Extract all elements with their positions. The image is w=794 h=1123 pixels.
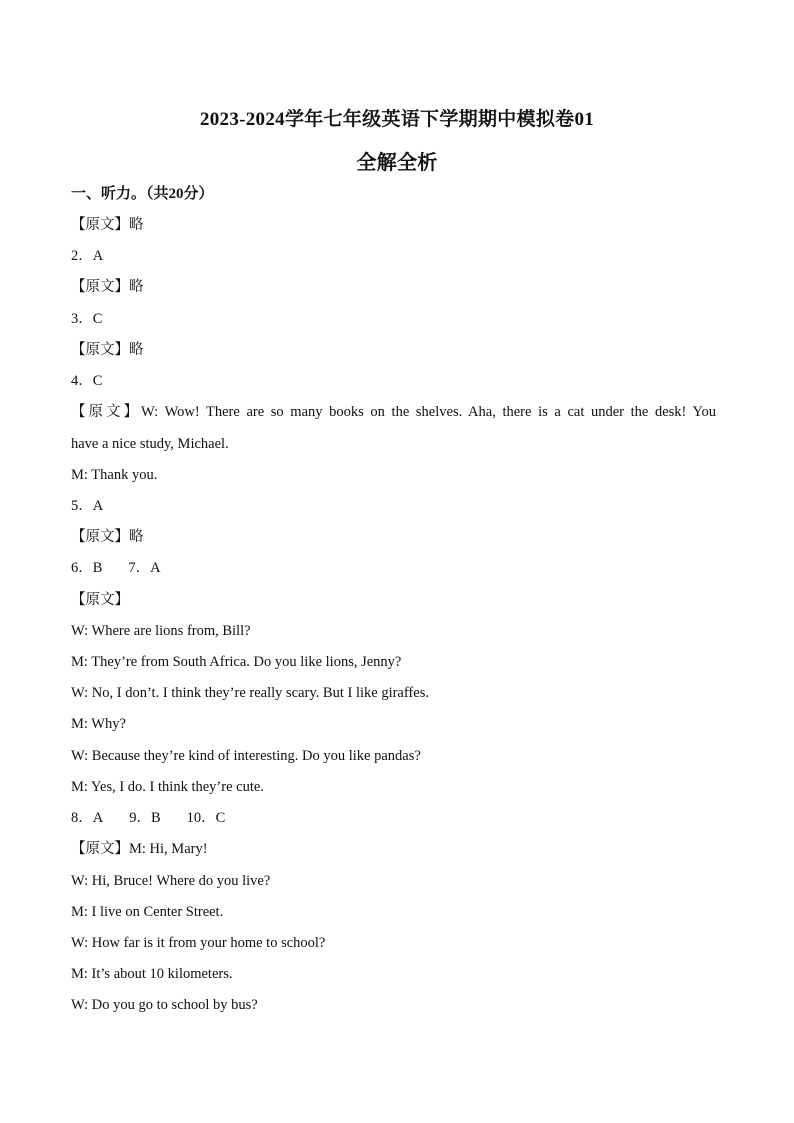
transcript-line: M: It’s about 10 kilometers.	[71, 966, 233, 982]
transcript-line: W: Do you go to school by bus?	[71, 997, 258, 1013]
document-subtitle: 全解全析	[356, 152, 438, 174]
transcript-line: 【原文】W: Wow! There are so many books on the shelves. Aha, there is a cat under the desk! You	[71, 404, 716, 420]
transcript-line: W: Where are lions from, Bill?	[71, 623, 251, 639]
answer-line: 2．A	[71, 248, 104, 264]
transcript-line: have a nice study, Michael.	[71, 436, 229, 452]
transcript-line: W: How far is it from your home to school?	[71, 935, 326, 951]
answer-6: 6．B	[71, 560, 103, 576]
answer-8: 8．A	[71, 810, 104, 826]
transcript-line: M: Yes, I do. I think they’re cute.	[71, 779, 264, 795]
answer-row	[71, 558, 731, 578]
transcript-line: W: No, I don’t. I think they’re really scary. But I like giraffes.	[71, 685, 429, 701]
transcript-line: W: Because they’re kind of interesting. Do you like pandas?	[71, 748, 421, 764]
text-line: 【原文】略	[71, 279, 144, 295]
transcript-line: M: I live on Center Street.	[71, 904, 224, 920]
document-title: 2023-2024学年七年级英语下学期期中模拟卷01	[199, 109, 595, 130]
answer-10: 10．C	[186, 810, 226, 826]
transcript-line: W: Hi, Bruce! Where do you live?	[71, 873, 271, 889]
text-line: 【原文】略	[71, 342, 144, 358]
answer-9: 9．B	[129, 810, 161, 826]
answer-line: 4．C	[71, 373, 103, 389]
transcript-line: M: They’re from South Africa. Do you like lions, Jenny?	[71, 654, 402, 670]
answer-line: 3．C	[71, 311, 103, 327]
section-heading: 一、听力。（共20分）	[71, 186, 214, 202]
text-line: 【原文】略	[71, 529, 144, 545]
answer-7: 7．A	[128, 560, 161, 576]
answer-row	[71, 808, 731, 828]
text-line: 【原文】略	[71, 217, 144, 233]
transcript-line: M: Thank you.	[71, 467, 158, 483]
transcript-line: 【原文】M: Hi, Mary!	[71, 841, 208, 857]
answer-line: 5．A	[71, 498, 104, 514]
text-line: 【原文】	[71, 592, 129, 608]
transcript-line: M: Why?	[71, 716, 126, 732]
